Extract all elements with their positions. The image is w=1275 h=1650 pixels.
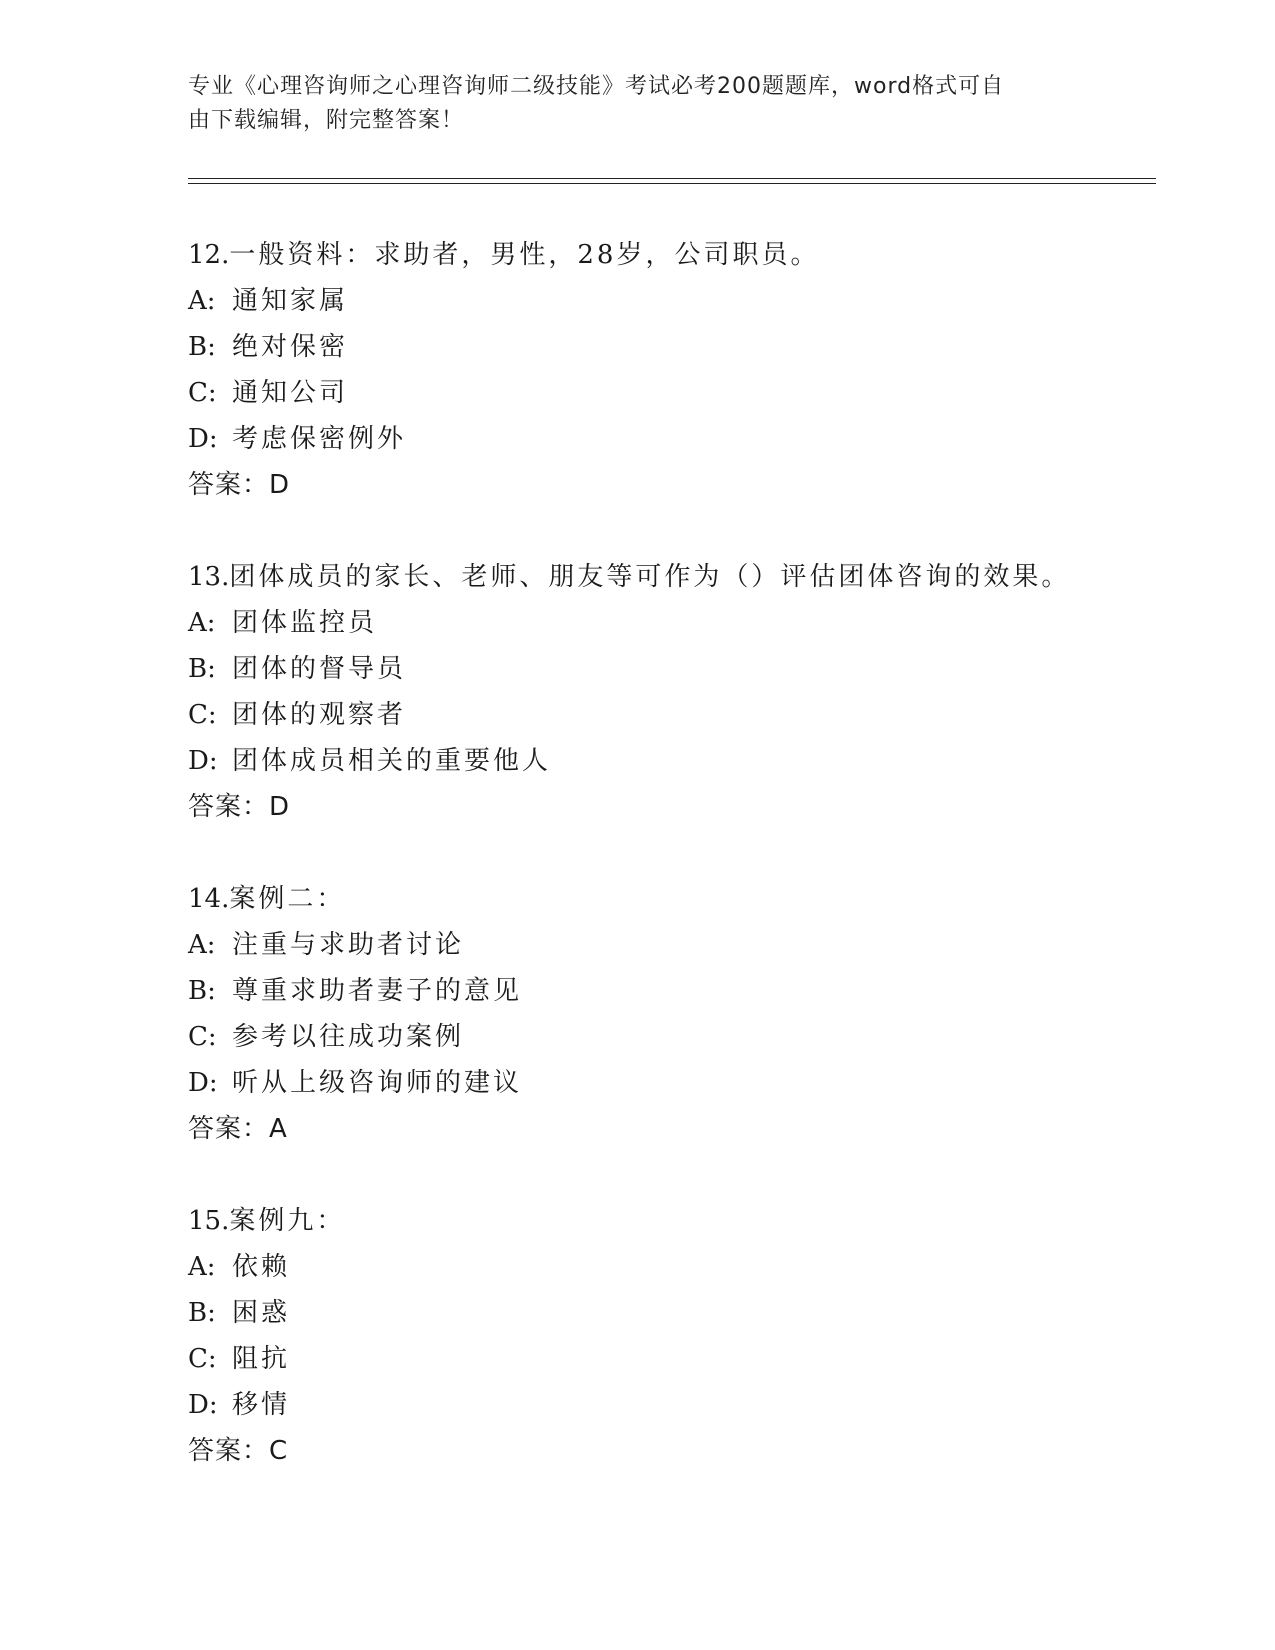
option-letter: A: [188, 930, 216, 960]
header-divider-bottom [188, 183, 1156, 184]
header-line-1: 专业《心理咨询师之心理咨询师二级技能》考试必考200题题库，word格式可自 [188, 74, 1005, 99]
option-c [188, 692, 1156, 738]
question-number: 12. [188, 240, 230, 270]
option-text: 尊重求助者妻子的意见 [232, 976, 523, 1006]
option-text: 团体的观察者 [232, 700, 407, 730]
option-letter: B: [188, 976, 216, 1006]
option-letter: B: [188, 654, 216, 684]
option-a [188, 600, 1156, 646]
answer-line: 答案：A [188, 1114, 288, 1144]
option-d [188, 738, 1156, 784]
option-letter: D: [188, 1390, 218, 1420]
option-text: 考虑保密例外 [232, 424, 407, 454]
option-b [188, 324, 1156, 370]
option-text: 团体监控员 [232, 608, 378, 638]
question-number: 14. [188, 884, 230, 914]
option-a [188, 1244, 1156, 1290]
question-14 [188, 876, 1156, 1152]
option-text: 注重与求助者讨论 [232, 930, 465, 960]
question-list [188, 232, 1156, 1520]
option-letter: C: [188, 700, 217, 730]
option-text: 团体成员相关的重要他人 [232, 746, 552, 776]
question-number: 15. [188, 1206, 230, 1236]
answer-line: 答案：D [188, 792, 291, 822]
question-15 [188, 1198, 1156, 1474]
option-letter: D: [188, 1068, 218, 1098]
option-c [188, 1336, 1156, 1382]
question-stem [188, 232, 1156, 278]
header-line-2: 由下载编辑，附完整答案！ [188, 108, 465, 133]
option-d [188, 1382, 1156, 1428]
option-text: 通知公司 [232, 378, 349, 408]
option-b [188, 646, 1156, 692]
question-stem [188, 554, 1156, 600]
option-b [188, 1290, 1156, 1336]
option-letter: A: [188, 286, 216, 316]
option-letter: B: [188, 332, 216, 362]
question-text: 一般资料：求助者，男性，28岁，公司职员。 [229, 240, 820, 270]
option-c [188, 1014, 1156, 1060]
option-d [188, 416, 1156, 462]
option-d [188, 1060, 1156, 1106]
option-letter: A: [188, 608, 216, 638]
option-letter: A: [188, 1252, 216, 1282]
option-text: 团体的督导员 [232, 654, 407, 684]
option-text: 通知家属 [232, 286, 349, 316]
question-stem [188, 1198, 1156, 1244]
question-text: 案例九： [229, 1206, 346, 1236]
option-text: 听从上级咨询师的建议 [232, 1068, 523, 1098]
option-a [188, 278, 1156, 324]
option-b [188, 968, 1156, 1014]
option-text: 困惑 [232, 1298, 291, 1328]
option-text: 阻抗 [232, 1344, 291, 1374]
option-text: 移情 [232, 1390, 291, 1420]
option-a [188, 922, 1156, 968]
question-number: 13. [188, 562, 230, 592]
question-13 [188, 554, 1156, 830]
option-letter: C: [188, 378, 217, 408]
option-letter: B: [188, 1298, 216, 1328]
option-letter: C: [188, 1022, 217, 1052]
question-text: 案例二： [229, 884, 346, 914]
option-letter: C: [188, 1344, 217, 1374]
option-letter: D: [188, 746, 218, 776]
question-12 [188, 232, 1156, 508]
question-text: 团体成员的家长、老师、朋友等可作为（）评估团体咨询的效果。 [229, 562, 1071, 592]
option-c [188, 370, 1156, 416]
answer-line: 答案：D [188, 470, 291, 500]
option-text: 参考以往成功案例 [232, 1022, 465, 1052]
answer-line: 答案：C [188, 1436, 289, 1466]
option-text: 依赖 [232, 1252, 291, 1282]
document-header [188, 70, 1068, 138]
header-divider-top [188, 178, 1156, 179]
option-letter: D: [188, 424, 218, 454]
question-stem [188, 876, 1156, 922]
option-text: 绝对保密 [232, 332, 349, 362]
